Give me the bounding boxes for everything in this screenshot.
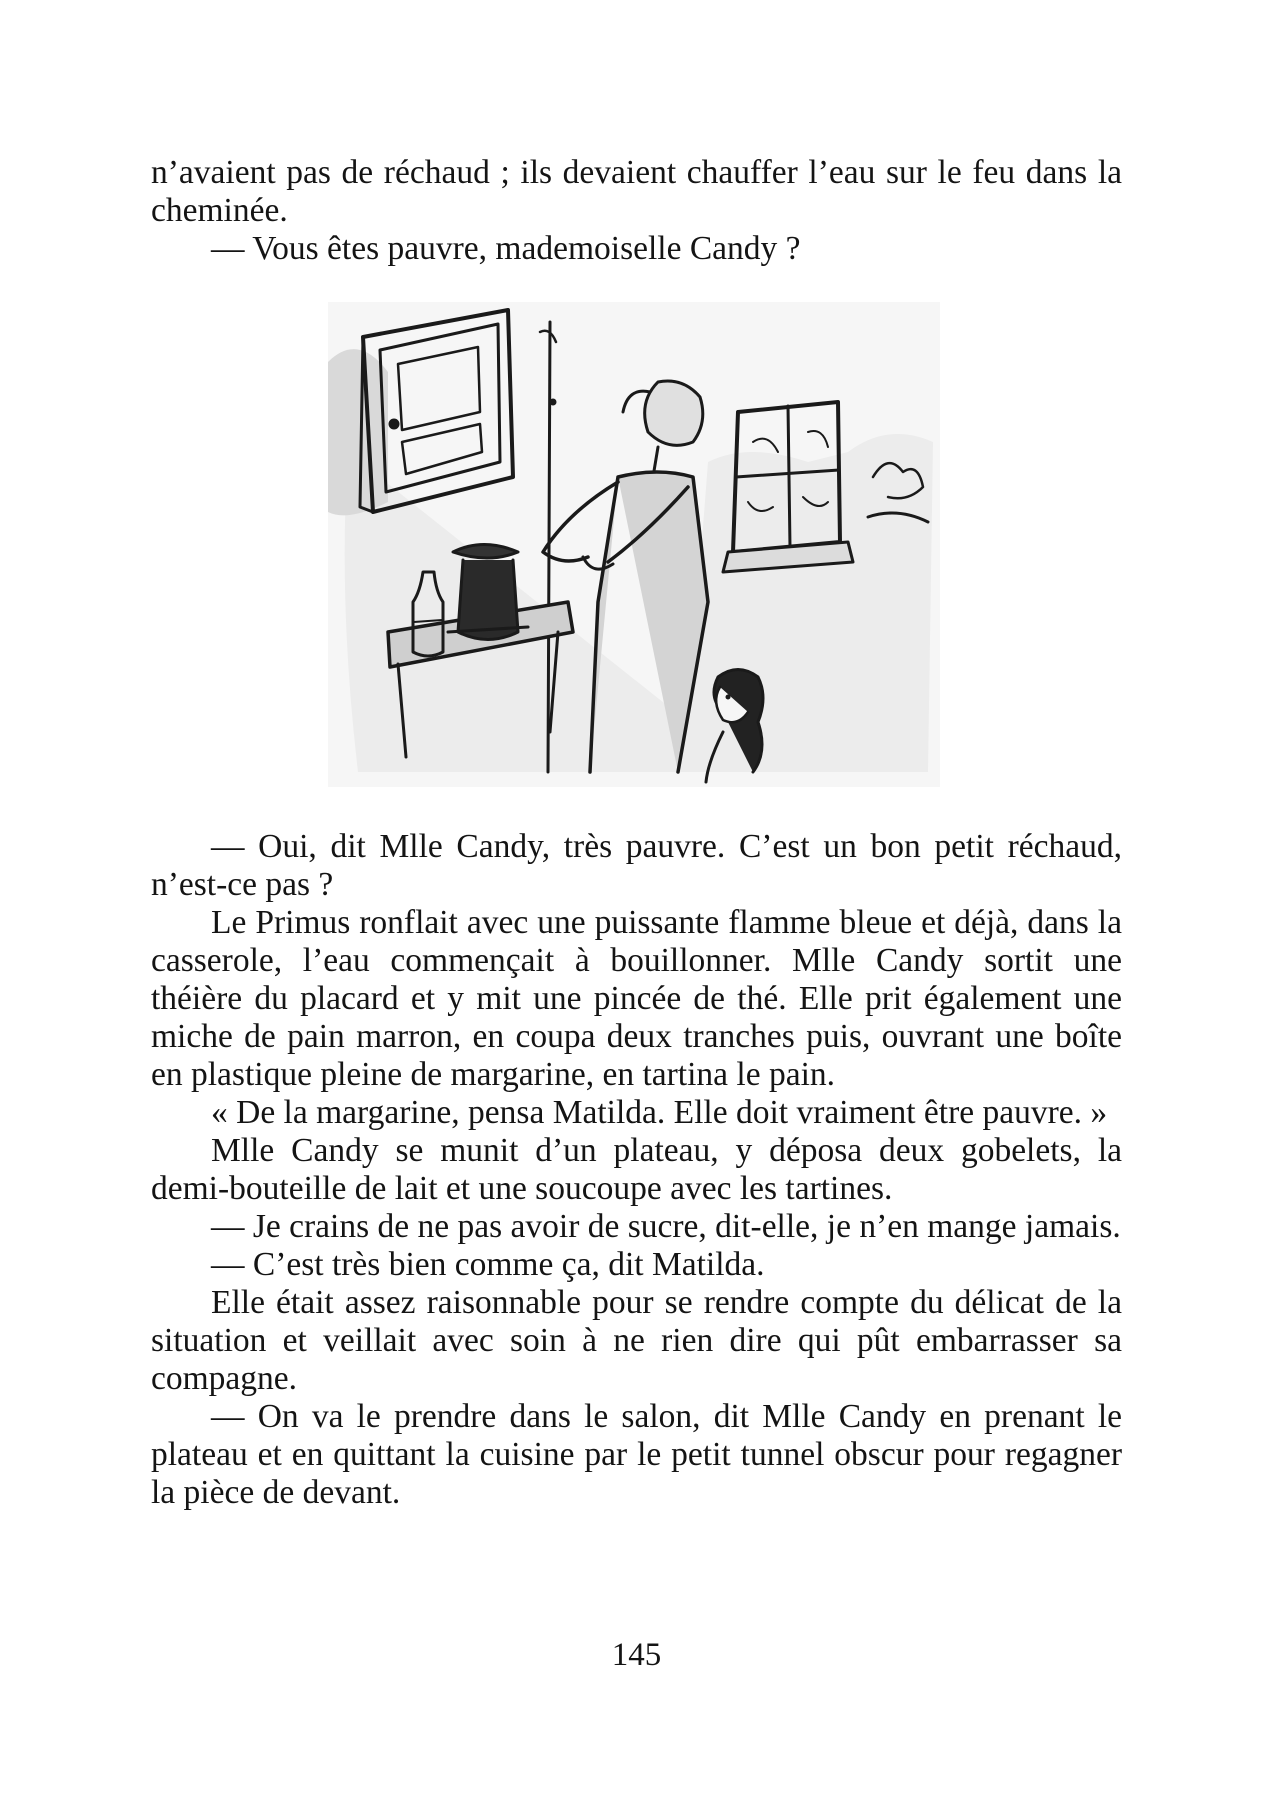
kitchen-illustration-icon <box>328 302 940 787</box>
text-block-bottom <box>151 828 1122 1512</box>
page-number: 145 <box>611 1637 662 1673</box>
paragraph: — Vous êtes pauvre, mademoiselle Candy ? <box>211 230 801 267</box>
paragraph: « De la margarine, pensa Matilda. Elle doit vraiment être pauvre. » <box>211 1094 1108 1131</box>
paragraph: Mlle Candy se munit d’un plateau, y déposa deux gobelets, la demi-bouteille de lait et une soucoupe avec les tartines. <box>151 1132 1122 1207</box>
paragraph: — On va le prendre dans le salon, dit Mlle Candy en prenant le plateau et en quittant la cuisine par le petit tunnel obscur pour regagner la pièce de devant. <box>151 1398 1122 1511</box>
paragraph: Elle était assez raisonnable pour se rendre compte du délicat de la situation et veillait avec soin à ne rien dire qui pût embarrasser sa compagne. <box>151 1284 1122 1397</box>
paragraph: — Oui, dit Mlle Candy, très pauvre. C’est un bon petit réchaud, n’est-ce pas ? <box>151 828 1122 903</box>
text-block-top <box>151 154 1122 268</box>
paragraph: Le Primus ronflait avec une puissante flamme bleue et déjà, dans la casserole, l’eau commençait à bouillonner. Mlle Candy sortit une théière du placard et y mit une pincée de thé. Elle prit également une miche de pain marron, en coupa deux tranches puis, ouvrant une boîte en plastique pleine de margarine, en tartina le pain. <box>151 904 1122 1093</box>
paragraph: n’avaient pas de réchaud ; ils devaient chauffer l’eau sur le feu dans la cheminée. <box>151 154 1122 229</box>
paragraph: — C’est très bien comme ça, dit Matilda. <box>211 1246 765 1283</box>
paragraph: — Je crains de ne pas avoir de sucre, dit-elle, je n’en mange jamais. <box>211 1208 1121 1245</box>
